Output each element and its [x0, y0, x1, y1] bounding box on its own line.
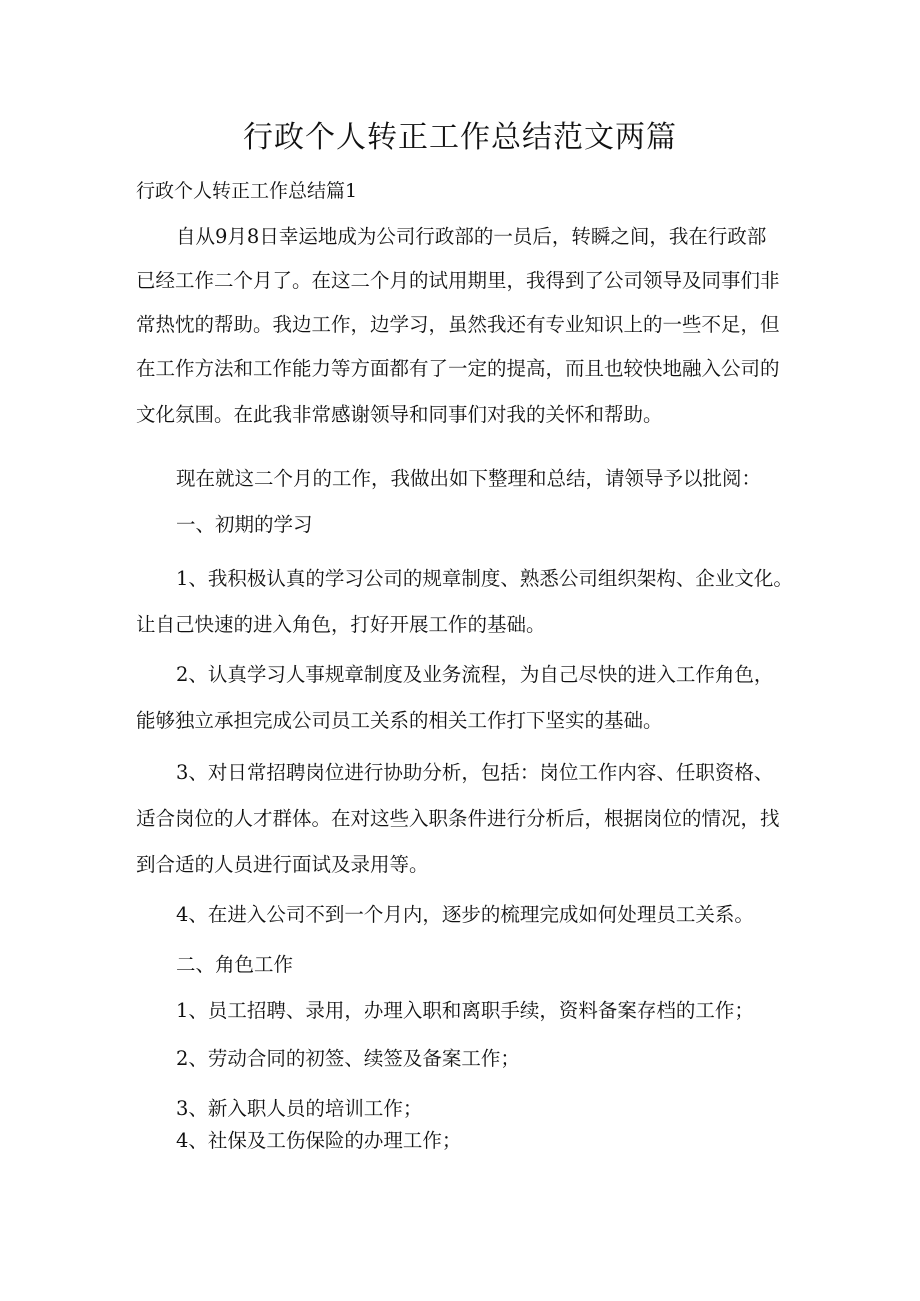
section-subtitle: 行政个人转正工作总结篇1 [136, 180, 358, 202]
list-item-line: 能够独立承担完成公司员工关系的相关工作打下坚实的基础。 [136, 709, 663, 732]
list-item-line: 2、认真学习人事规章制度及业务流程，为自己尽快的进入工作角色， [176, 663, 774, 686]
list-item-line: 1、我积极认真的学习公司的规章制度、熟悉公司组织架构、企业文化。 [176, 567, 793, 590]
list-item-line: 到合适的人员进行面试及录用等。 [136, 853, 429, 876]
list-item-line: 3、新入职人员的培训工作； [176, 1097, 423, 1120]
section-heading: 一、初期的学习 [176, 513, 313, 536]
list-item-line: 让自己快速的进入角色，打好开展工作的基础。 [136, 613, 546, 636]
paragraph-line: 文化氛围。在此我非常感谢领导和同事们对我的关怀和帮助。 [136, 403, 663, 426]
list-item-line: 适合岗位的人才群体。在对这些入职条件进行分析后，根据岗位的情况，找 [136, 807, 780, 830]
list-item-line: 2、劳动合同的初签、续签及备案工作； [176, 1047, 520, 1070]
list-item-line: 4、社保及工伤保险的办理工作； [176, 1129, 462, 1152]
paragraph-line: 已经工作二个月了。在这二个月的试用期里，我得到了公司领导及同事们非 [136, 269, 780, 292]
list-item-line: 1、员工招聘、录用，办理入职和离职手续，资料备案存档的工作； [176, 999, 754, 1022]
paragraph-line: 自从9月8日幸运地成为公司行政部的一员后，转瞬之间，我在行政部 [176, 225, 767, 248]
section-heading: 二、角色工作 [176, 953, 294, 976]
list-item-line: 3、对日常招聘岗位进行协助分析，包括：岗位工作内容、任职资格、 [176, 761, 774, 784]
document-title: 行政个人转正工作总结范文两篇 [243, 120, 677, 155]
paragraph-line: 常热忱的帮助。我边工作，边学习，虽然我还有专业知识上的一些不足，但 [136, 313, 780, 336]
paragraph-line: 在工作方法和工作能力等方面都有了一定的提高，而且也较快地融入公司的 [136, 357, 780, 380]
paragraph-line: 现在就这二个月的工作，我做出如下整理和总结，请领导予以批阅： [176, 467, 762, 490]
list-item-line: 4、在进入公司不到一个月内，逐步的梳理完成如何处理员工关系。 [176, 903, 754, 926]
